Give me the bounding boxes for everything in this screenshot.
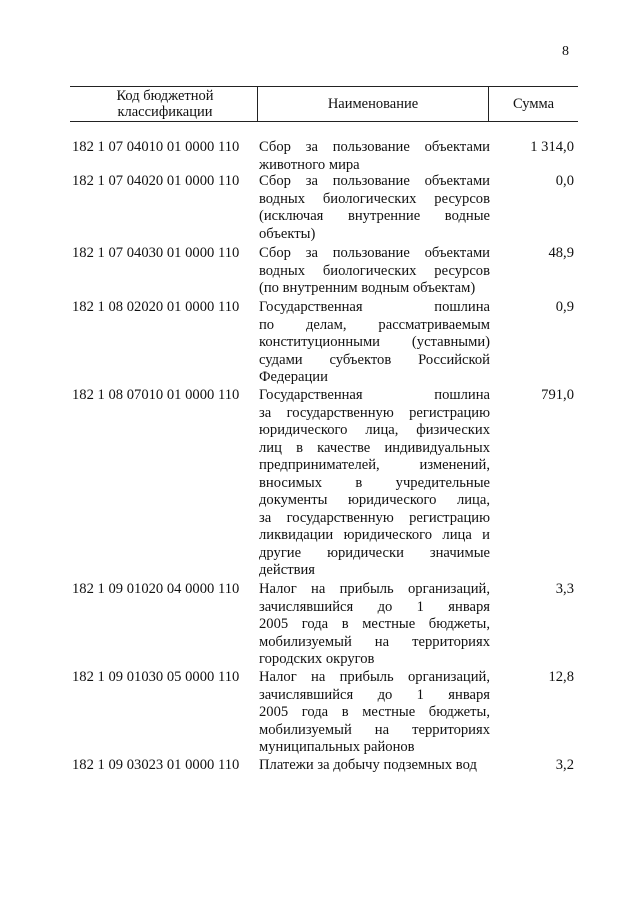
item-name-line: лиц в качестве индивидуальных bbox=[259, 439, 490, 456]
item-name-line: Сбор за пользование объектами bbox=[259, 245, 490, 261]
item-name-line: животного мира bbox=[259, 156, 360, 173]
item-name-line: предпринимателей, изменений, bbox=[259, 457, 490, 473]
item-name-line: водных биологических ресурсов bbox=[259, 190, 490, 207]
item-name-line: (исключая внутренние водные bbox=[259, 208, 490, 224]
item-name-line: 2005 года в местные бюджеты, bbox=[259, 616, 490, 632]
amount: 3,3 bbox=[555, 581, 574, 597]
budget-code: 182 1 08 07010 01 0000 110 bbox=[72, 387, 240, 403]
item-name bbox=[259, 173, 490, 243]
item-name bbox=[259, 139, 490, 174]
budget-code: 182 1 08 02020 01 0000 110 bbox=[72, 299, 240, 315]
item-name-line: действия bbox=[259, 562, 315, 578]
item-name-line: конституционными (уставными) bbox=[259, 334, 490, 350]
item-name-line: за государственную регистрацию bbox=[259, 509, 490, 526]
item-name bbox=[259, 245, 490, 298]
budget-code: 182 1 07 04020 01 0000 110 bbox=[72, 173, 240, 189]
item-name bbox=[259, 581, 490, 669]
item-name-line: вносимых в учредительные bbox=[259, 474, 490, 491]
header-code-column: Код бюджетной классификации bbox=[116, 88, 214, 120]
item-name-line: за государственную регистрацию bbox=[259, 404, 490, 421]
header-top-rule bbox=[70, 86, 578, 87]
item-name bbox=[259, 299, 490, 387]
header-name-column: Наименование bbox=[327, 96, 419, 112]
amount: 1 314,0 bbox=[530, 139, 574, 155]
item-name-line: Государственная пошлина bbox=[259, 387, 490, 403]
item-name-line: водных биологических ресурсов bbox=[259, 262, 490, 279]
item-name-line: зачислявшийся до 1 января bbox=[259, 598, 490, 615]
item-name bbox=[259, 757, 490, 775]
item-name-line: Налог на прибыль организаций, bbox=[259, 581, 490, 597]
budget-code: 182 1 09 01020 04 0000 110 bbox=[72, 581, 240, 597]
item-name-line: 2005 года в местные бюджеты, bbox=[259, 704, 490, 720]
budget-code: 182 1 07 04010 01 0000 110 bbox=[72, 139, 240, 155]
amount: 12,8 bbox=[548, 669, 574, 685]
amount: 0,0 bbox=[555, 173, 574, 189]
item-name-line: документы юридического лица, bbox=[259, 492, 490, 508]
amount: 3,2 bbox=[555, 757, 574, 773]
item-name-line: Налог на прибыль организаций, bbox=[259, 669, 490, 685]
item-name-line: Платежи за добычу подземных вод bbox=[259, 757, 477, 773]
amount: 791,0 bbox=[541, 387, 574, 403]
item-name-line: мобилизуемый на территориях bbox=[259, 633, 490, 650]
amount: 0,9 bbox=[555, 299, 574, 315]
budget-code: 182 1 07 04030 01 0000 110 bbox=[72, 245, 240, 261]
item-name-line: юридического лица, физических bbox=[259, 422, 490, 438]
item-name-line: Государственная пошлина bbox=[259, 299, 490, 315]
item-name-line: (по внутренним водным объектам) bbox=[259, 280, 476, 296]
item-name-line: Сбор за пользование объектами bbox=[259, 173, 490, 189]
item-name-line: ликвидации юридического лица и bbox=[259, 527, 490, 543]
item-name bbox=[259, 669, 490, 757]
item-name-line: зачислявшийся до 1 января bbox=[259, 686, 490, 703]
budget-code: 182 1 09 01030 05 0000 110 bbox=[72, 669, 240, 685]
item-name-line: судами субъектов Российской bbox=[259, 351, 490, 368]
page-number: 8 bbox=[562, 44, 569, 59]
budget-code: 182 1 09 03023 01 0000 110 bbox=[72, 757, 240, 773]
item-name-line: другие юридически значимые bbox=[259, 544, 490, 561]
header-bottom-rule bbox=[70, 121, 578, 122]
item-name-line: мобилизуемый на территориях bbox=[259, 721, 490, 738]
item-name-line: объекты) bbox=[259, 225, 316, 242]
item-name-line: Сбор за пользование объектами bbox=[259, 139, 490, 155]
item-name-line: муниципальных районов bbox=[259, 739, 415, 755]
header-sum-column: Сумма bbox=[512, 96, 555, 112]
item-name-line: Федерации bbox=[259, 369, 328, 385]
item-name-line: по делам, рассматриваемым bbox=[259, 316, 490, 333]
item-name bbox=[259, 387, 490, 580]
item-name-line: городских округов bbox=[259, 651, 375, 667]
amount: 48,9 bbox=[548, 245, 574, 261]
